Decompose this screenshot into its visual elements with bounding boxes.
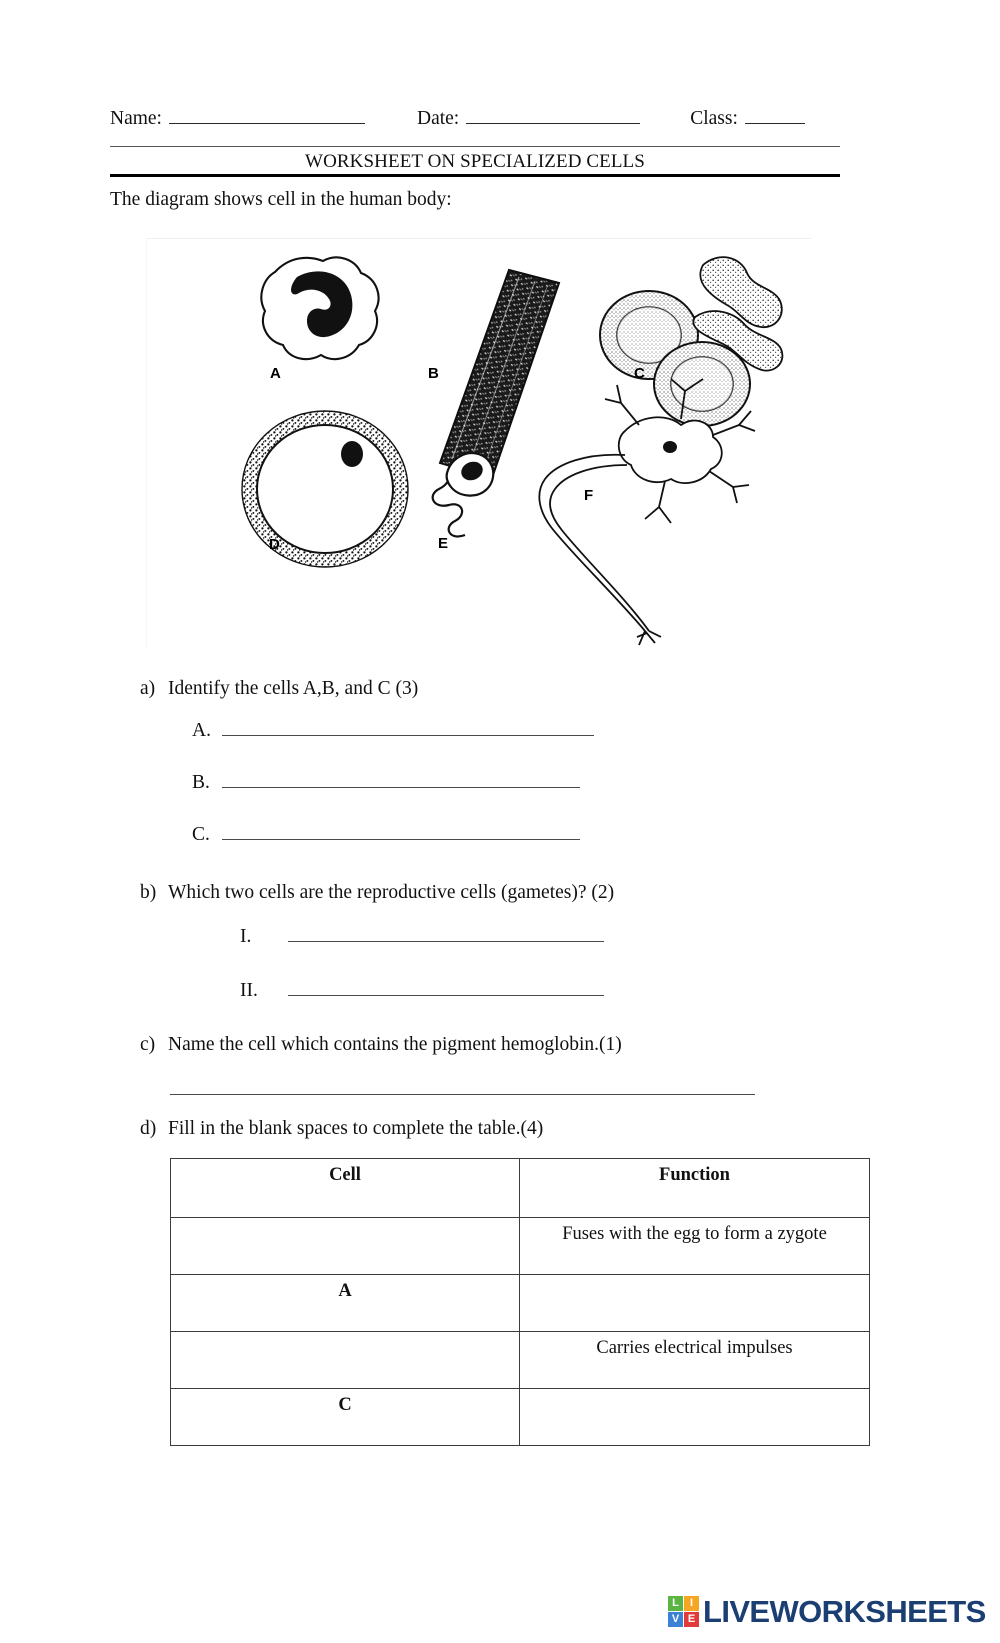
answer-i-marker: I.	[240, 926, 252, 947]
table-cell-name-0[interactable]	[171, 1218, 520, 1275]
name-blank[interactable]	[169, 108, 365, 124]
diagram-cell-c	[600, 257, 782, 426]
diagram-label-f: F	[584, 487, 594, 504]
name-label: Name:	[110, 108, 162, 129]
answer-ii-blank[interactable]	[288, 981, 604, 996]
diagram-cell-d	[242, 411, 408, 567]
name-field	[110, 108, 365, 130]
page-title: WORKSHEET ON SPECIALIZED CELLS	[305, 151, 645, 172]
answer-b-blank[interactable]	[222, 773, 580, 788]
answer-c-hemoglobin-blank[interactable]	[170, 1094, 755, 1095]
liveworksheets-wordmark: LIVEWORKSHEETS	[703, 1594, 986, 1629]
table-cell-function-2[interactable]: Carries electrical impulses	[520, 1332, 870, 1389]
table-cell-name-1[interactable]: A	[171, 1275, 520, 1332]
answer-ii	[240, 980, 604, 1002]
question-b-marker: b)	[140, 882, 157, 903]
table-header-cell: Cell	[171, 1159, 520, 1218]
question-c-marker: c)	[140, 1034, 156, 1055]
diagram-label-a: A	[270, 365, 281, 382]
diagram-label-d: D	[269, 536, 280, 553]
table-row	[171, 1275, 870, 1332]
answer-a-marker: A.	[192, 720, 211, 741]
answer-i	[240, 926, 604, 948]
logo-square-e: E	[684, 1612, 699, 1627]
diagram-label-b: B	[428, 365, 439, 382]
table-cell-function-3[interactable]	[520, 1389, 870, 1446]
answer-a	[192, 720, 594, 742]
answer-ii-marker: II.	[240, 980, 258, 1001]
class-field	[690, 108, 805, 130]
table-cell-function-1[interactable]	[520, 1275, 870, 1332]
question-a-text: Identify the cells A,B, and C (3)	[168, 678, 419, 699]
answer-b-marker: B.	[192, 772, 210, 793]
diagram-cell-b	[440, 270, 559, 478]
answer-i-blank[interactable]	[288, 927, 604, 942]
header-fields	[110, 108, 850, 130]
intro-text: The diagram shows cell in the human body:	[110, 189, 452, 210]
table-row	[171, 1389, 870, 1446]
cell-function-table	[170, 1158, 870, 1446]
answer-a-blank[interactable]	[222, 721, 594, 736]
question-b-text: Which two cells are the reproductive cells (gametes)? (2)	[168, 882, 615, 903]
diagram-cell-e	[433, 453, 494, 536]
question-d-text: Fill in the blank spaces to complete the table.(4)	[168, 1118, 544, 1139]
question-c-text: Name the cell which contains the pigment hemoglobin.(1)	[168, 1034, 622, 1055]
liveworksheets-logo[interactable]	[668, 1596, 986, 1627]
class-label: Class:	[690, 108, 738, 129]
table-cell-function-0[interactable]: Fuses with the egg to form a zygote	[520, 1218, 870, 1275]
question-b	[140, 882, 614, 904]
answer-c-blank[interactable]	[222, 825, 580, 840]
table-header-row	[171, 1159, 870, 1218]
header-divider-thick	[110, 174, 840, 177]
liveworksheets-mark-icon	[668, 1596, 699, 1627]
question-a	[140, 678, 418, 700]
question-c	[140, 1034, 622, 1056]
diagram-cell-a	[261, 257, 378, 359]
answer-c-marker: C.	[192, 824, 210, 845]
date-label: Date:	[416, 108, 460, 129]
diagram-label-c: C	[634, 365, 645, 382]
date-field	[417, 108, 640, 130]
cells-diagram	[146, 238, 811, 649]
logo-square-i: I	[684, 1596, 699, 1611]
question-d-marker: d)	[140, 1118, 157, 1139]
logo-square-l: L	[668, 1596, 683, 1611]
table-cell-name-3[interactable]: C	[171, 1389, 520, 1446]
table-row	[171, 1218, 870, 1275]
class-blank[interactable]	[745, 108, 805, 124]
question-d	[140, 1118, 543, 1140]
diagram-label-e: E	[438, 535, 449, 552]
table-row	[171, 1332, 870, 1389]
answer-c	[192, 824, 580, 846]
header-divider-thin	[110, 146, 840, 147]
table-header-function: Function	[520, 1159, 870, 1218]
answer-b	[192, 772, 580, 794]
logo-square-v: V	[668, 1612, 683, 1627]
question-a-marker: a)	[140, 678, 156, 699]
date-blank[interactable]	[466, 108, 640, 124]
table-cell-name-2[interactable]	[171, 1332, 520, 1389]
